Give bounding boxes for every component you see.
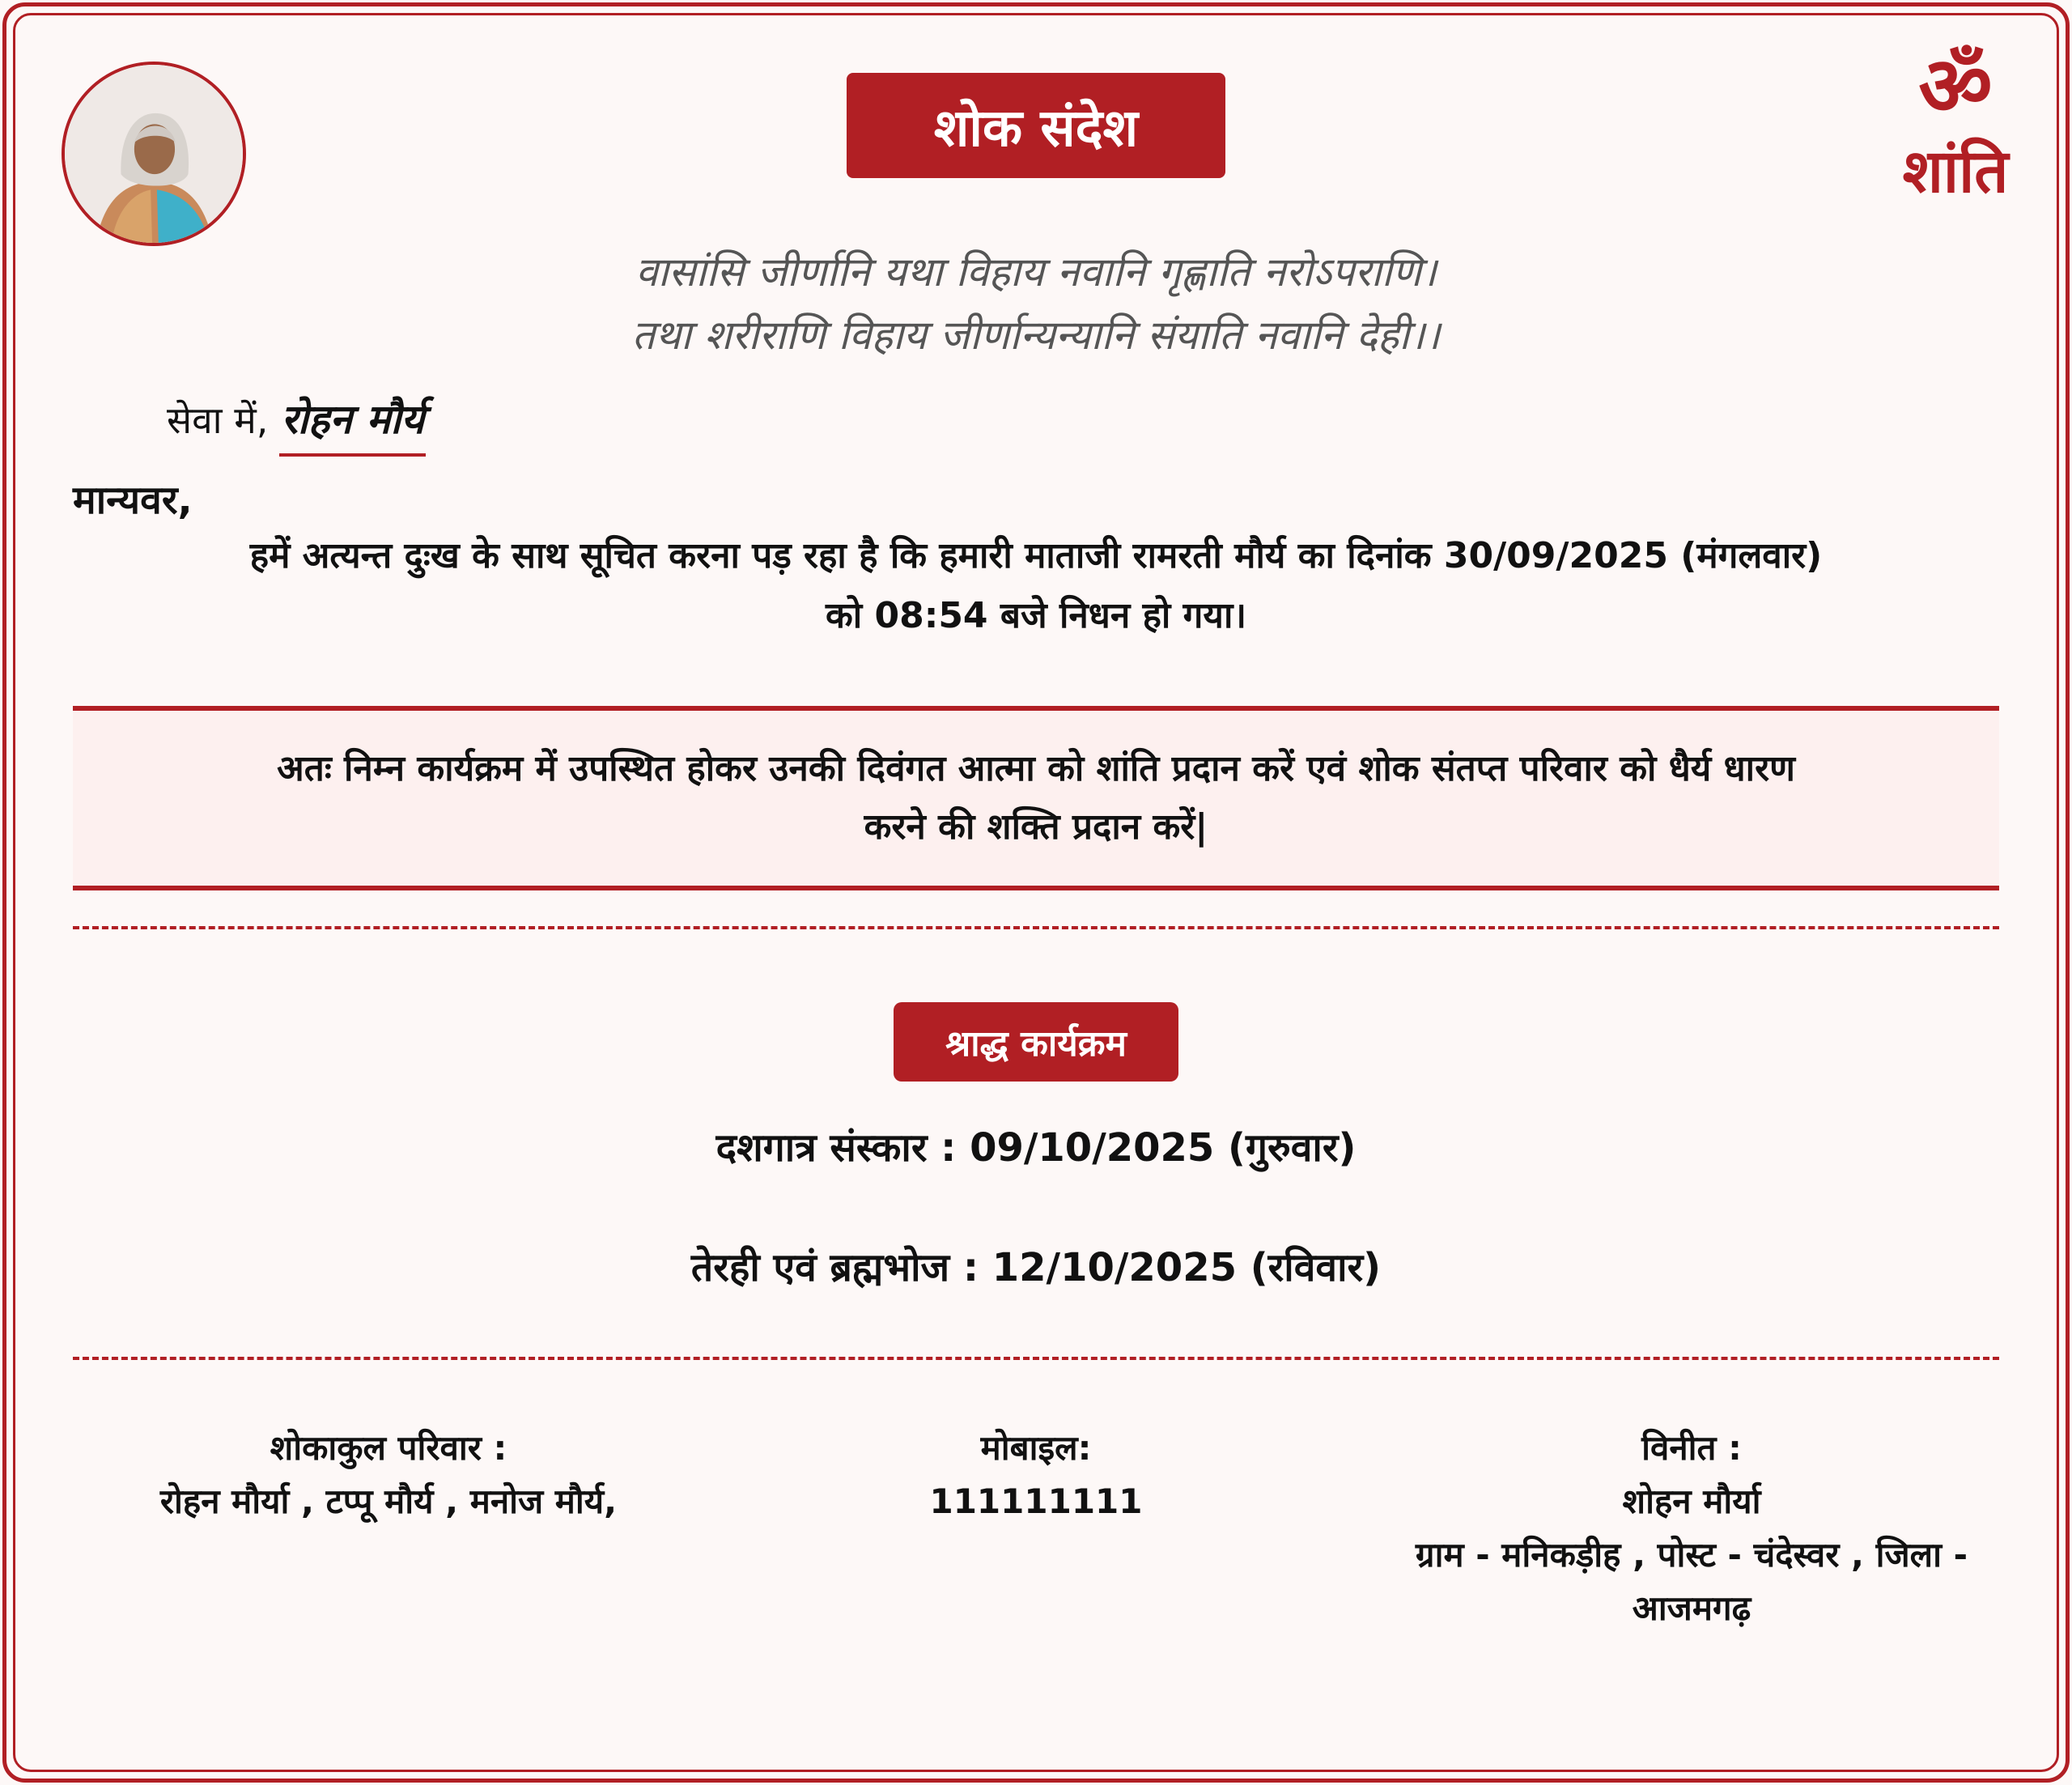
mobile-label: मोबाइल:: [980, 1428, 1092, 1468]
intro-line-1: हमें अत्यन्त दुःख के साथ सूचित करना पड़ रहा है कि हमारी माताजी रामरती मौर्य का दिनांक 30/09/2025 (मंगलवार): [249, 535, 1823, 576]
program-heading: श्राद्ध कार्यक्रम: [945, 1023, 1127, 1065]
salutation-prefix: सेवा में,: [167, 398, 269, 442]
address-line-2: आजमगढ़: [1632, 1588, 1751, 1628]
dashed-divider: [73, 926, 1999, 929]
shloka-line-2: तथा शरीराणि विहाय जीर्णान्यन्यानि संयाति नवानि देही।।: [631, 312, 1441, 359]
family-column: [73, 1422, 704, 1528]
mobile-column: [874, 1422, 1198, 1528]
shloka-line-1: वासांसि जीर्णानि यथा विहाय नवानि गृह्णाति नरोऽपराणि।: [635, 249, 1437, 295]
mobile-number: 111111111: [929, 1481, 1143, 1521]
intro-line-2: को 08:54 बजे निधन हो गया।: [825, 595, 1247, 636]
notice-line-2: करने की शक्ति प्रदान करें|: [864, 806, 1208, 848]
vineet-column: [1368, 1422, 2015, 1635]
shanti-text: शांति: [1902, 137, 2009, 206]
salutation: [167, 390, 426, 457]
vineet-label: विनीत :: [1641, 1428, 1742, 1468]
notice-box: [73, 706, 1999, 890]
family-label: शोकाकुल परिवार :: [270, 1428, 507, 1468]
recipient-name: रोहन मौर्य: [279, 390, 426, 457]
event-dashgatra: दशगात्र संस्कार : 09/10/2025 (गुरुवार): [715, 1125, 1357, 1171]
page-title: शोक संदेश: [933, 98, 1139, 159]
vineet-name: शोहन मौर्या: [1622, 1481, 1761, 1521]
intro-paragraph: [73, 526, 1999, 646]
portrait-photo: [62, 62, 246, 246]
notice-line-1: अतः निम्न कार्यक्रम में उपस्थित होकर उनकी दिवंगत आत्मा को शांति प्रदान करें एवं शोक संतप्त परिवार को धैर्य धारण: [277, 748, 1795, 789]
address-line-1: ग्राम - मनिकड़ीह , पोस्ट - चंदेस्वर , जिला -: [1415, 1535, 1968, 1575]
portrait-illustration: [65, 65, 243, 243]
program-heading-badge: [894, 1002, 1178, 1082]
om-shanti-block: [1875, 39, 2036, 212]
dashed-divider: [73, 1357, 1999, 1360]
event-terahi: तेरही एवं ब्रह्मभोज : 12/10/2025 (रविवार): [690, 1245, 1382, 1290]
title-badge: [847, 73, 1225, 178]
om-icon: ॐ: [1918, 39, 1993, 134]
greeting: मान्यवर,: [73, 478, 193, 523]
family-names: रोहन मौर्या , टप्पू मौर्य , मनोज मौर्य,: [159, 1481, 618, 1521]
